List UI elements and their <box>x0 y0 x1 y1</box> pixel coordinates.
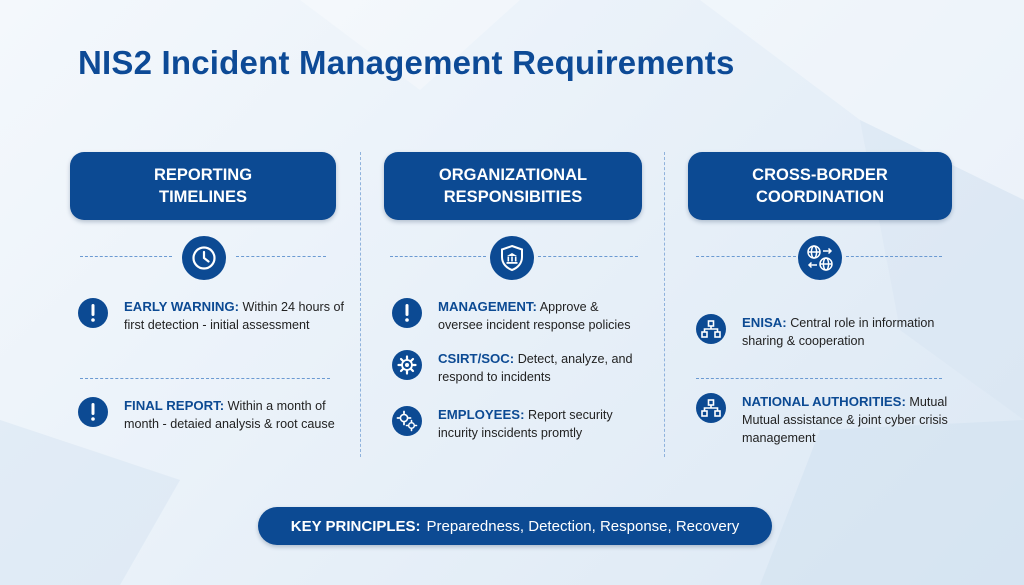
shield-building-icon <box>490 236 534 280</box>
column-organizational-responsibilities <box>384 152 650 276</box>
item-description: Report security incurity inscidents promtly <box>438 408 613 440</box>
list-item <box>78 298 348 334</box>
page-title: NIS2 Incident Management Requirements <box>78 44 735 81</box>
list-item <box>392 298 652 334</box>
item-label: FINAL REPORT: <box>124 398 225 413</box>
item-description: Within a month of month - detaied analysis & root cause <box>124 399 335 431</box>
item-label: MANAGEMENT: <box>438 299 537 314</box>
column-divider <box>664 152 665 457</box>
exclamation-icon <box>392 298 422 328</box>
item-description: Mutual Mutual assistance & joint cyber crisis management <box>742 395 948 445</box>
exclamation-icon <box>78 397 108 427</box>
item-description: Approve & oversee incident response policies <box>438 300 631 332</box>
item-description: Within 24 hours of first detection - initial assessment <box>124 300 345 332</box>
list-item <box>696 314 958 350</box>
gears-icon <box>392 406 422 436</box>
item-label: ENISA: <box>742 315 787 330</box>
item-description: Central role in information sharing & cooperation <box>742 316 935 348</box>
list-item <box>392 350 652 386</box>
column-header: CROSS-BORDER COORDINATION <box>688 152 952 220</box>
item-label: NATIONAL AUTHORITIES: <box>742 394 906 409</box>
gear-icon <box>392 350 422 380</box>
column-divider <box>360 152 361 457</box>
list-item <box>78 397 353 433</box>
key-principles-banner <box>258 507 772 545</box>
separator <box>696 378 942 379</box>
column-cross-border-coordination <box>688 152 954 276</box>
network-icon <box>696 314 726 344</box>
column-header: REPORTING TIMELINES <box>70 152 336 220</box>
column-header: ORGANIZATIONAL RESPONSIBITIES <box>384 152 642 220</box>
item-label: CSIRT/SOC: <box>438 351 515 366</box>
globe-exchange-icon <box>798 236 842 280</box>
column-reporting-timelines <box>70 152 336 276</box>
separator <box>80 378 330 379</box>
network-icon <box>696 393 726 423</box>
list-item <box>392 406 652 442</box>
list-item <box>696 393 958 447</box>
item-label: EMPLOYEES: <box>438 407 525 422</box>
footer-label: KEY PRINCIPLES: <box>290 517 421 535</box>
footer-text: Preparedness, Detection, Response, Recovery <box>426 517 740 535</box>
clock-icon <box>182 236 226 280</box>
item-description: Detect, analyze, and respond to incidents <box>438 352 633 384</box>
item-label: EARLY WARNING: <box>124 299 240 314</box>
exclamation-icon <box>78 298 108 328</box>
